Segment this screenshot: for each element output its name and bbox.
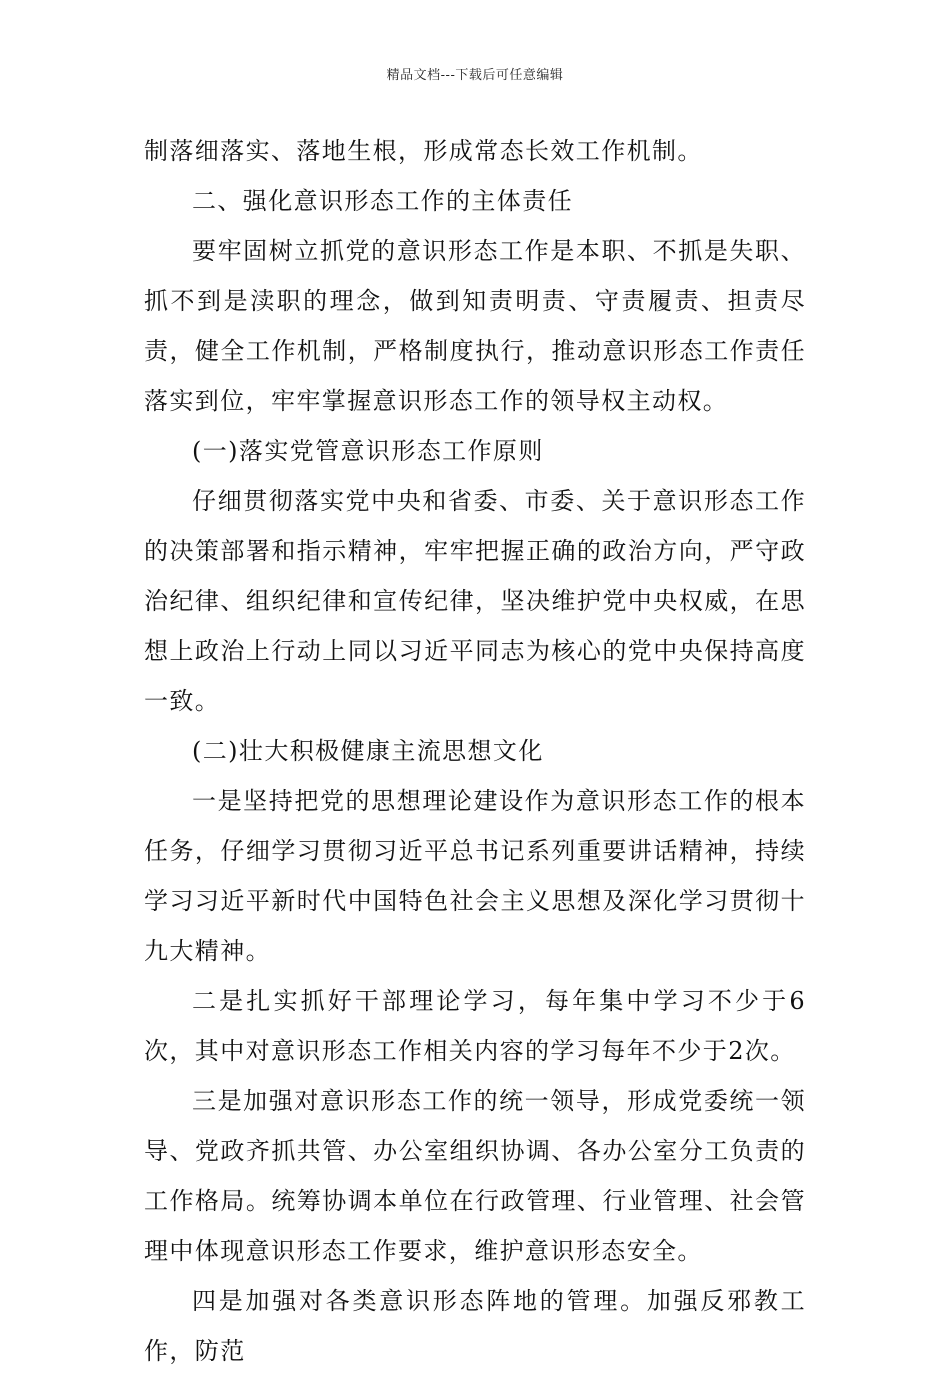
page-header: 精品文档---下载后可任意编辑 [386,68,564,83]
subsection-heading: (一)落实党管意识形态工作原则 [192,437,544,465]
document-body [144,126,806,1376]
paragraph: 三是加强对意识形态工作的统一领导，形成党委统一领导、党政齐抓共管、办公室组织协调、各办公室分工负责的工作格局。统筹协调本单位在行政管理、行业管理、社会管理中体现意识形态工作要求，维护意识形态安全。 [144,1087,806,1265]
paragraph: 二是扎实抓好干部理论学习，每年集中学习不少于6次，其中对意识形态工作相关内容的学习每年不少于2次。 [144,987,806,1065]
subsection-heading: (二)壮大积极健康主流思想文化 [192,737,544,765]
paragraph: 四是加强对各类意识形态阵地的管理。加强反邪教工作，防范 [144,1287,806,1365]
paragraph: 一是坚持把党的思想理论建设作为意识形态工作的根本任务，仔细学习贯彻习近平总书记系列重要讲话精神，持续学习习近平新时代中国特色社会主义思想及深化学习贯彻十九大精神。 [144,787,806,965]
section-heading: 二、强化意识形态工作的主体责任 [192,187,573,215]
paragraph: 仔细贯彻落实党中央和省委、市委、关于意识形态工作的决策部署和指示精神，牢牢把握正确的政治方向，严守政治纪律、组织纪律和宣传纪律，坚决维护党中央权威，在思想上政治上行动上同以习近平同志为核心的党中央保持高度一致。 [144,487,806,715]
paragraph: 制落细落实、落地生根，形成常态长效工作机制。 [144,137,703,165]
paragraph: 要牢固树立抓党的意识形态工作是本职、不抓是失职、抓不到是渎职的理念，做到知责明责、守责履责、担责尽责，健全工作机制，严格制度执行，推动意识形态工作责任落实到位，牢牢掌握意识形态工作的领导权主动权。 [144,237,806,415]
